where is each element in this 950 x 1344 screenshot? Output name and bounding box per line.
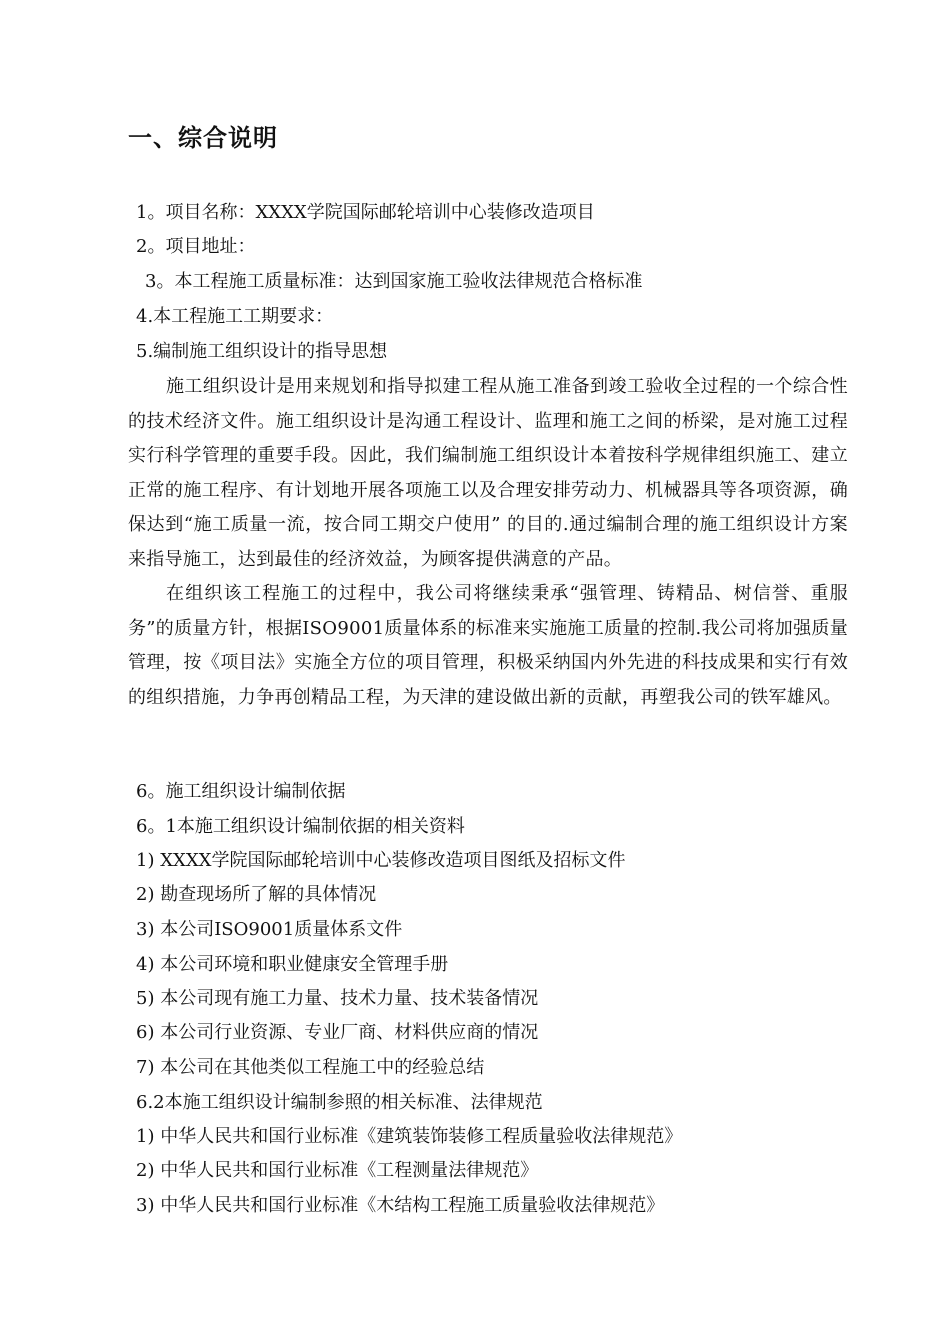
list-item: 4) 本公司环境和职业健康安全管理手册 [136, 954, 449, 975]
item-guiding-idea: 5.编制施工组织设计的指导思想 [136, 341, 388, 362]
list-item: 2) 中华人民共和国行业标准《工程测量法律规范》 [136, 1160, 539, 1181]
list-item: 3) 中华人民共和国行业标准《木结构工程施工质量验收法律规范》 [136, 1195, 665, 1216]
section6-1-title: 6。1本施工组织设计编制依据的相关资料 [136, 816, 465, 837]
item-schedule-requirement: 4.本工程施工工期要求： [136, 306, 334, 327]
list-item: 1) XXXX学院国际邮轮培训中心装修改造项目图纸及招标文件 [136, 850, 626, 871]
list-item: 3) 本公司ISO9001质量体系文件 [136, 919, 403, 940]
list-item: 6) 本公司行业资源、专业厂商、材料供应商的情况 [136, 1022, 539, 1043]
item-project-name: 1。项目名称：XXXX学院国际邮轮培训中心装修改造项目 [136, 202, 595, 223]
list-item: 2) 勘查现场所了解的具体情况 [136, 884, 377, 905]
section-heading: 一、综合说明 [128, 124, 278, 152]
section6-2-title: 6.2本施工组织设计编制参照的相关标准、法律规范 [136, 1092, 543, 1113]
list-item: 7) 本公司在其他类似工程施工中的经验总结 [136, 1057, 485, 1078]
item-project-address: 2。项目地址： [136, 236, 256, 257]
item-quality-standard: 3。本工程施工质量标准：达到国家施工验收法律规范合格标准 [145, 271, 643, 292]
section6-title: 6。施工组织设计编制依据 [136, 781, 346, 802]
paragraph-company-policy: 在组织该工程施工的过程中，我公司将继续秉承“强管理、铸精品、树信誉、重服务”的质量方针，根据ISO9001质量体系的标准来实施施工质量的控制.我公司将加强质量管理，按《项目法》实施全方位的项目管理，积极采纳国内外先进的科技成果和实行有效的组织措施，力争再创精品工程，为天津的建设做出新的贡献，再塑我公司的铁军雄风。 [128, 583, 848, 708]
list-item: 1) 中华人民共和国行业标准《建筑装饰装修工程质量验收法律规范》 [136, 1126, 683, 1147]
paragraph-design-purpose: 施工组织设计是用来规划和指导拟建工程从施工准备到竣工验收全过程的一个综合性的技术经济文件。施工组织设计是沟通工程设计、监理和施工之间的桥梁，是对施工过程实行科学管理的重要手段。因此，我们编制施工组织设计本着按科学规律组织施工、建立正常的施工程序、有计划地开展各项施工以及合理安排劳动力、机械器具等各项资源，确保达到“施工质量一流，按合同工期交户使用” 的目的.通过编制合理的施工组织设计方案来指导施工，达到最佳的经济效益，为顾客提供满意的产品。 [128, 376, 848, 570]
list-item: 5) 本公司现有施工力量、技术力量、技术装备情况 [136, 988, 539, 1009]
